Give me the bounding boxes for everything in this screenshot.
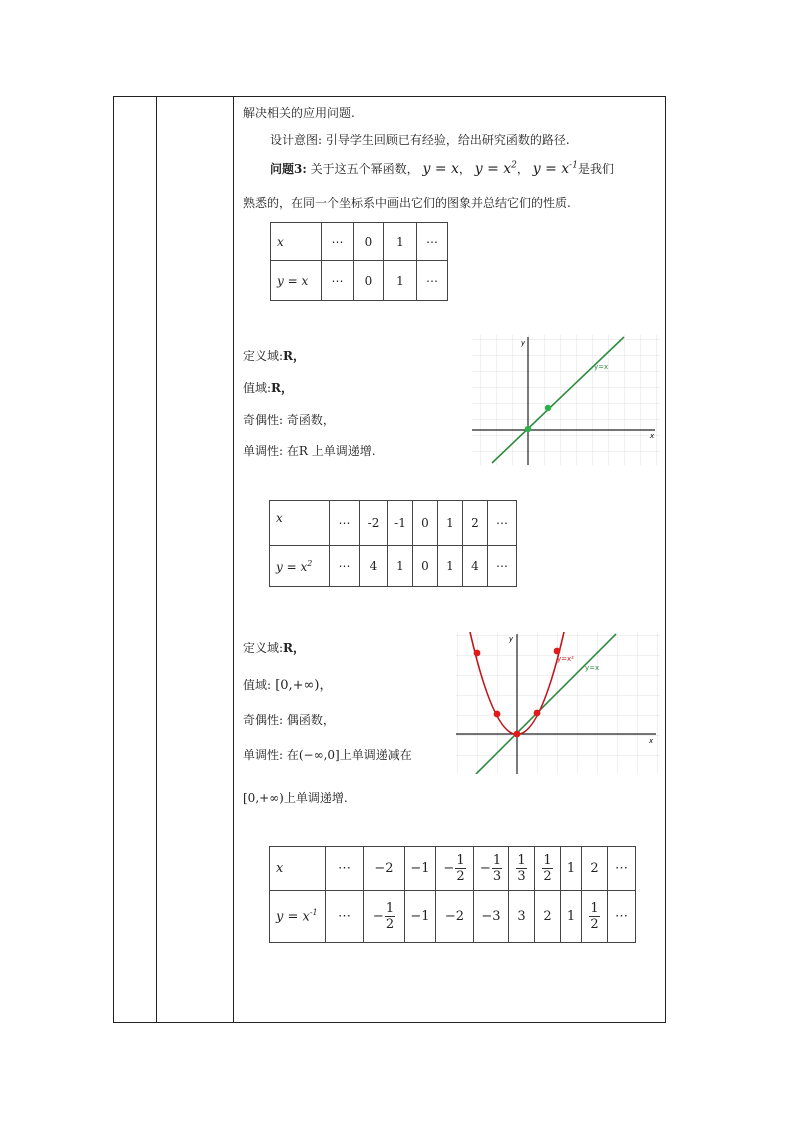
props2-monotonicity-cont: [0,+∞)上单调递增. (243, 791, 348, 805)
problem-fn2: $y = x^2$ (474, 160, 517, 177)
props2-monotonicity: 单调性: 在(−∞,0]上单调递减在 (243, 748, 412, 762)
table3-y-cell: −2 (436, 891, 474, 943)
table3-y-cell: $\frac{1}{2}$ (582, 891, 608, 943)
graph-y-eq-x (472, 335, 660, 465)
table1-header-y: y = x (271, 261, 322, 301)
table3-header-y: $y = x^{-1}$ (270, 891, 326, 943)
props1-range: 值域:R， (243, 381, 294, 395)
graph1-axis-y: y (521, 339, 526, 347)
design-intent (270, 131, 570, 148)
table2-y-cell: 1 (438, 546, 463, 587)
point-2-4 (554, 648, 561, 655)
table3-y-cell: 3 (509, 891, 535, 943)
table3-x-cell: − $\frac{1}{3}$ (474, 847, 509, 891)
problem-label: 问题3: (270, 162, 307, 176)
point-origin (514, 731, 521, 738)
table3-y-cell: ⋯ (326, 891, 364, 943)
table1-x-cell: ⋯ (417, 223, 448, 261)
table2-x-cell: 0 (413, 501, 438, 546)
table3-y-cell: ⋯ (608, 891, 636, 943)
table-y-eq-x-inverse (269, 846, 636, 943)
table3-y-cell: 2 (535, 891, 561, 943)
table2-x-cell: -1 (388, 501, 413, 546)
problem-fn3: $y = x^{-1}$ (532, 160, 578, 177)
table3-x-cell: 1 (561, 847, 582, 891)
table2-header-x: x (270, 501, 330, 546)
graph1-axis-x: x (650, 432, 655, 440)
table3-x-cell: $\frac{1}{3}$ (509, 847, 535, 891)
column-divider-2 (233, 96, 234, 1023)
table3-y-cell: 1 (561, 891, 582, 943)
point-1-1 (534, 710, 541, 717)
table3-x-cell: −2 (364, 847, 405, 891)
point-origin (525, 426, 531, 432)
table3-y-cell: − $\frac{1}{2}$ (364, 891, 405, 943)
props2-domain: 定义域:R， (243, 641, 306, 655)
table1-y-cell: 1 (384, 261, 417, 301)
table1-header-x: x (271, 223, 322, 261)
table2-y-cell: 1 (388, 546, 413, 587)
graph2-axis-x: x (649, 737, 654, 745)
table2-x-cell: ⋯ (330, 501, 360, 546)
table1-x-cell: 0 (354, 223, 384, 261)
table3-x-cell: 2 (582, 847, 608, 891)
point-1-1 (545, 405, 551, 411)
graph1-curve-label: y=x (594, 363, 609, 371)
design-intent-label: 设计意图: (270, 133, 323, 147)
table3-y-cell: −1 (405, 891, 436, 943)
table-y-eq-x2 (269, 500, 517, 587)
design-intent-text: 引导学生回顾已有经验，给出研究函数的路径. (325, 133, 570, 147)
props1-parity: 奇偶性: 奇函数， (243, 413, 335, 427)
graph2-curve-label: y=x² (557, 655, 574, 663)
table3-x-cell: $\frac{1}{2}$ (535, 847, 561, 891)
table2-header-y: $y = x^2$ (270, 546, 330, 587)
table2-y-cell: ⋯ (488, 546, 517, 587)
table3-x-cell: − $\frac{1}{2}$ (436, 847, 474, 891)
table1-x-cell: 1 (384, 223, 417, 261)
table1-y-cell: ⋯ (417, 261, 448, 301)
table2-x-cell: 2 (463, 501, 488, 546)
problem-line-2: 熟悉的，在同一个坐标系中画出它们的图象并总结它们的性质. (243, 196, 571, 210)
problem-text-a: 关于这五个幂函数， (310, 162, 419, 176)
point-neg2-4 (474, 650, 481, 657)
table3-x-cell: −1 (405, 847, 436, 891)
table2-y-cell: ⋯ (330, 546, 360, 587)
table1-x-cell: ⋯ (322, 223, 354, 261)
table3-x-cell: ⋯ (608, 847, 636, 891)
point-neg1-1 (494, 711, 501, 718)
table2-y-cell: 0 (413, 546, 438, 587)
table2-y-cell: 4 (463, 546, 488, 587)
table3-y-cell: −3 (474, 891, 509, 943)
table3-header-x: x (270, 847, 326, 891)
props1-domain: 定义域:R， (243, 349, 306, 363)
table2-y-cell: 4 (360, 546, 388, 587)
graph2-line-label: y=x (585, 664, 600, 672)
table-y-eq-x (270, 222, 448, 301)
props2-range: 值域: [0,+∞)， (243, 678, 333, 693)
table1-y-cell: 0 (354, 261, 384, 301)
graph2-axis-y: y (509, 635, 514, 643)
problem-line: 问题3: 关于这五个幂函数， y = x， $y = x^2$， $y = x^{-1}$是我们 (270, 160, 614, 177)
table1-y-cell: ⋯ (322, 261, 354, 301)
table3-x-cell: ⋯ (326, 847, 364, 891)
table2-x-cell: ⋯ (488, 501, 517, 546)
intro-line: 解决相关的应用问题. (243, 106, 355, 120)
graph-y-eq-x2 (456, 632, 660, 774)
props1-monotonicity: 单调性: 在R 上单调递增. (243, 444, 376, 458)
column-divider-1 (156, 96, 157, 1023)
table2-x-cell: 1 (438, 501, 463, 546)
problem-text-b: 是我们 (577, 162, 614, 176)
table2-x-cell: -2 (360, 501, 388, 546)
problem-fn1: y = x (422, 161, 459, 177)
props2-parity: 奇偶性: 偶函数， (243, 713, 335, 727)
